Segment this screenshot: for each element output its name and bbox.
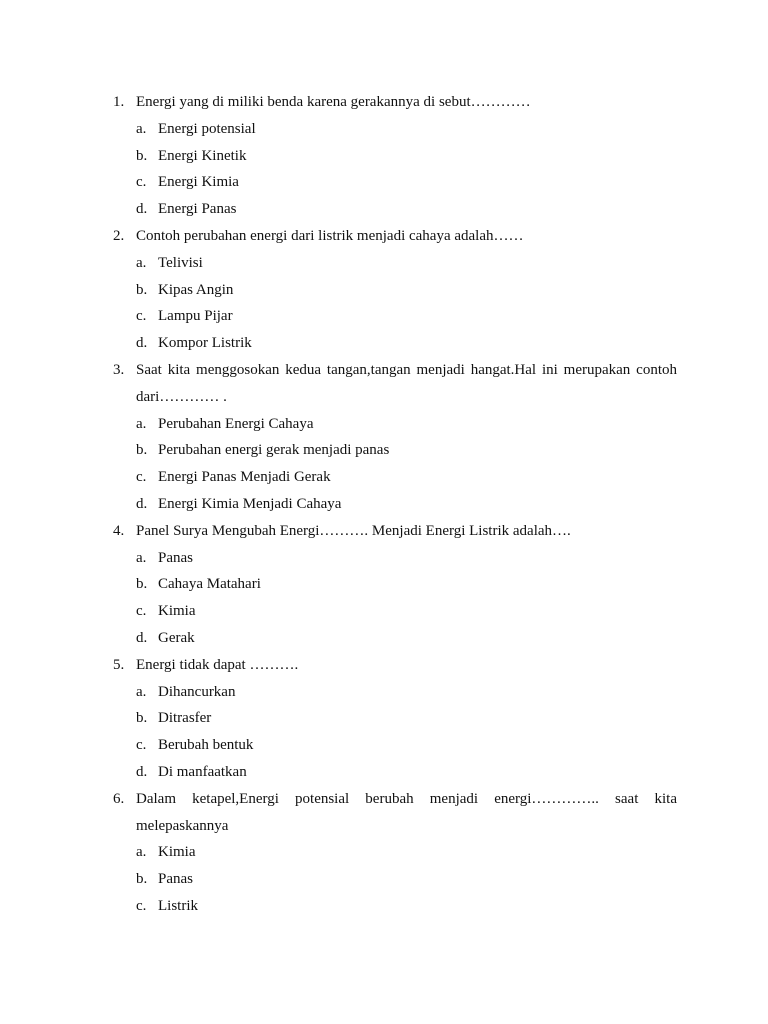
option-line — [0, 839, 768, 866]
question-list — [0, 89, 768, 920]
option-letter: c. — [136, 174, 147, 191]
option-letter: a. — [136, 415, 147, 432]
option-letter: a. — [136, 120, 147, 137]
option-letter: a. — [136, 254, 147, 271]
question-text: Panel Surya Mengubah Energi………. Menjadi Energi Listrik adalah…. — [136, 522, 571, 539]
question-number: 1. — [113, 94, 125, 110]
option-letter: b. — [136, 281, 148, 298]
option-line — [0, 437, 768, 464]
option-line — [0, 411, 768, 438]
option-letter: c. — [136, 897, 147, 914]
option-text: Energi Kimia — [158, 174, 239, 191]
question-number: 5. — [113, 656, 125, 673]
option-line — [0, 196, 768, 223]
option-text: Energi Kimia Menjadi Cahaya — [158, 495, 342, 512]
option-letter: a. — [136, 844, 147, 861]
option-letter: a. — [136, 549, 147, 566]
option-text: Cahaya Matahari — [158, 576, 261, 593]
option-line — [0, 732, 768, 759]
option-letter: b. — [136, 871, 148, 888]
question-text: Dalam ketapel,Energi potensial berubah menjadi energi………….. saat kita — [136, 790, 677, 807]
question-continuation-line — [0, 384, 768, 411]
option-letter: d. — [136, 629, 148, 646]
option-line — [0, 598, 768, 625]
question-line — [0, 786, 768, 813]
question-line — [0, 89, 768, 116]
option-text: Energi Kinetik — [158, 147, 247, 164]
option-letter: b. — [136, 576, 148, 593]
option-text: Listrik — [158, 897, 198, 914]
option-letter: c. — [136, 603, 147, 620]
option-text: Perubahan energi gerak menjadi panas — [158, 442, 390, 459]
option-text: Gerak — [158, 629, 195, 646]
option-text: Di manfaatkan — [158, 763, 247, 780]
question-text-continuation: dari………… . — [136, 388, 227, 405]
option-text: Perubahan Energi Cahaya — [158, 415, 314, 432]
option-line — [0, 759, 768, 786]
option-letter: d. — [136, 335, 148, 352]
question-line — [0, 357, 768, 384]
option-line — [0, 705, 768, 732]
option-text: Kimia — [158, 603, 196, 620]
option-letter: c. — [136, 469, 147, 486]
option-text: Telivisi — [158, 254, 203, 271]
option-text: Dihancurkan — [158, 683, 236, 700]
question-text: Saat kita menggosokan kedua tangan,tangan menjadi hangat.Hal ini merupakan contoh — [136, 361, 677, 378]
option-letter: b. — [136, 442, 148, 459]
question-text: Contoh perubahan energi dari listrik menjadi cahaya adalah…… — [136, 227, 524, 244]
option-line — [0, 545, 768, 572]
option-text: Panas — [158, 549, 193, 566]
option-letter: d. — [136, 495, 148, 512]
question-text: Energi yang di miliki benda karena gerakannya di sebut………… — [136, 94, 531, 110]
option-line — [0, 277, 768, 304]
question-continuation-line — [0, 813, 768, 840]
question-line — [0, 223, 768, 250]
question-number: 2. — [113, 227, 125, 244]
option-text: Energi Panas — [158, 201, 237, 218]
question-text: Energi tidak dapat ………. — [136, 656, 299, 673]
option-text: Energi Panas Menjadi Gerak — [158, 469, 331, 486]
option-letter: b. — [136, 710, 148, 727]
option-text: Kompor Listrik — [158, 335, 252, 352]
option-line — [0, 679, 768, 706]
question-number: 3. — [113, 361, 125, 378]
option-line — [0, 571, 768, 598]
option-line — [0, 625, 768, 652]
option-line — [0, 330, 768, 357]
option-text: Lampu Pijar — [158, 308, 233, 325]
option-line — [0, 143, 768, 170]
question-line — [0, 652, 768, 679]
option-line — [0, 464, 768, 491]
option-letter: b. — [136, 147, 148, 164]
option-line — [0, 116, 768, 143]
option-text: Ditrasfer — [158, 710, 212, 727]
option-letter: c. — [136, 308, 147, 325]
option-letter: c. — [136, 737, 147, 754]
question-text-continuation: melepaskannya — [136, 817, 229, 834]
option-text: Kipas Angin — [158, 281, 234, 298]
option-text: Kimia — [158, 844, 196, 861]
option-letter: d. — [136, 201, 148, 218]
option-line — [0, 303, 768, 330]
option-text: Berubah bentuk — [158, 737, 254, 754]
option-line — [0, 169, 768, 196]
option-text: Energi potensial — [158, 120, 256, 137]
option-letter: a. — [136, 683, 147, 700]
option-line — [0, 893, 768, 920]
option-line — [0, 250, 768, 277]
option-letter: d. — [136, 763, 148, 780]
option-line — [0, 491, 768, 518]
question-number: 4. — [113, 522, 125, 539]
question-line — [0, 518, 768, 545]
option-line — [0, 866, 768, 893]
option-text: Panas — [158, 871, 193, 888]
question-number: 6. — [113, 790, 125, 807]
